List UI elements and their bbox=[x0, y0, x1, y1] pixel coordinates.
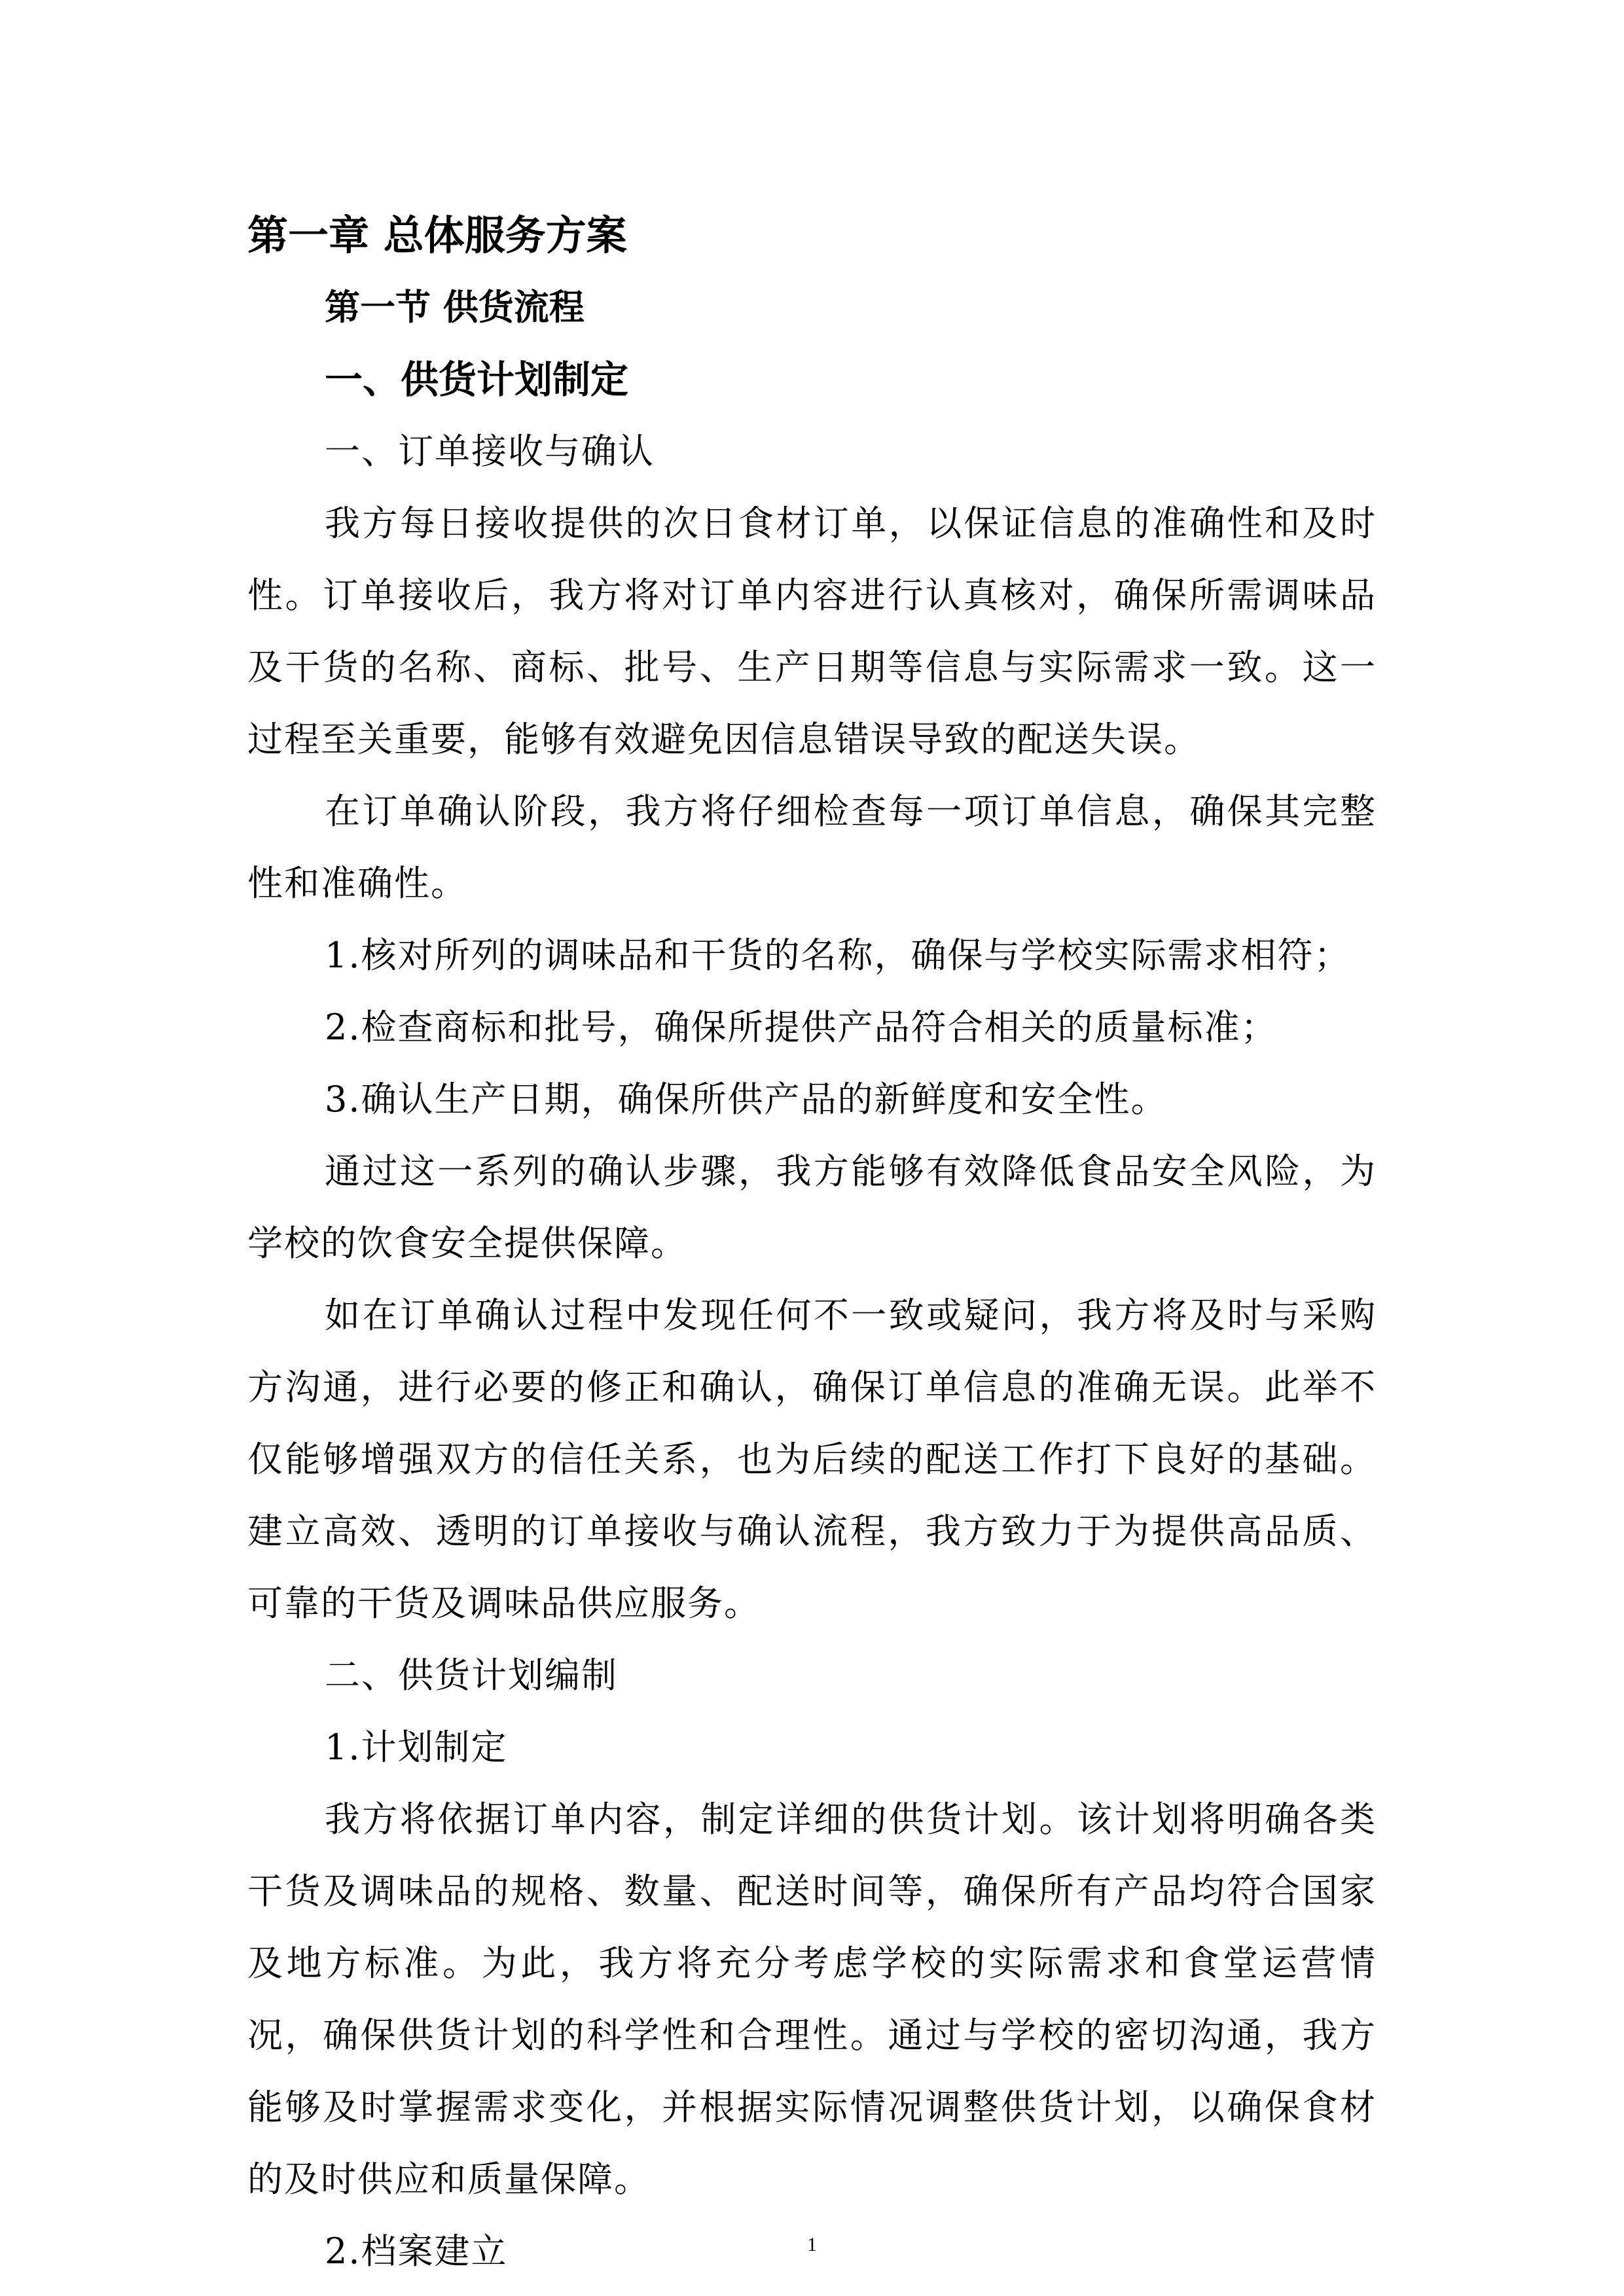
paragraph: 我方每日接收提供的次日食材订单，以保证信息的准确性和及时性。订单接收后，我方将对订单内容进行认真核对，确保所需调味品及干货的名称、商标、批号、生产日期等信息与实际需求一致。这一过程至关重要，能够有效避免因信息错误导致的配送失误。 bbox=[247, 503, 1377, 760]
paragraph: 我方将依据订单内容，制定详细的供货计划。该计划将明确各类干货及调味品的规格、数量、配送时间等，确保所有产品均符合国家及地方标准。为此，我方将充分考虑学校的实际需求和食堂运营情况，确保供货计划的科学性和合理性。通过与学校的密切沟通，我方能够及时掌握需求变化，并根据实际情况调整供货计划，以确保食材的及时供应和质量保障。 bbox=[247, 1799, 1377, 2200]
paragraph-heading-plan: 二、供货计划编制 bbox=[325, 1655, 618, 1696]
subsection-title: 一、供货计划制定 bbox=[325, 357, 629, 402]
list-item: 1.计划制定 bbox=[325, 1727, 508, 1768]
chapter-title: 第一章 总体服务方案 bbox=[247, 211, 627, 259]
section-title: 第一节 供货流程 bbox=[325, 287, 585, 328]
list-item: 2.检查商标和批号，确保所提供产品符合相关的质量标准； bbox=[325, 1007, 1278, 1048]
list-item: 3.确认生产日期，确保所供产品的新鲜度和安全性。 bbox=[325, 1079, 1168, 1120]
paragraph: 在订单确认阶段，我方将仔细检查每一项订单信息，确保其完整性和准确性。 bbox=[247, 791, 1377, 904]
page-number: 1 bbox=[807, 2234, 817, 2255]
paragraph: 如在订单确认过程中发现任何不一致或疑问，我方将及时与采购方沟通，进行必要的修正和确认，确保订单信息的准确无误。此举不仅能够增强双方的信任关系，也为后续的配送工作打下良好的基础。建立高效、透明的订单接收与确认流程，我方致力于为提供高品质、可靠的干货及调味品供应服务。 bbox=[247, 1295, 1377, 1624]
list-item: 2.档案建立 bbox=[325, 2231, 508, 2272]
list-item: 1.核对所列的调味品和干货的名称，确保与学校实际需求相符； bbox=[325, 935, 1351, 976]
paragraph: 通过这一系列的确认步骤，我方能够有效降低食品安全风险，为学校的饮食安全提供保障。 bbox=[247, 1151, 1377, 1264]
paragraph-heading-order: 一、订单接收与确认 bbox=[325, 431, 655, 472]
page-content bbox=[247, 200, 1377, 2287]
